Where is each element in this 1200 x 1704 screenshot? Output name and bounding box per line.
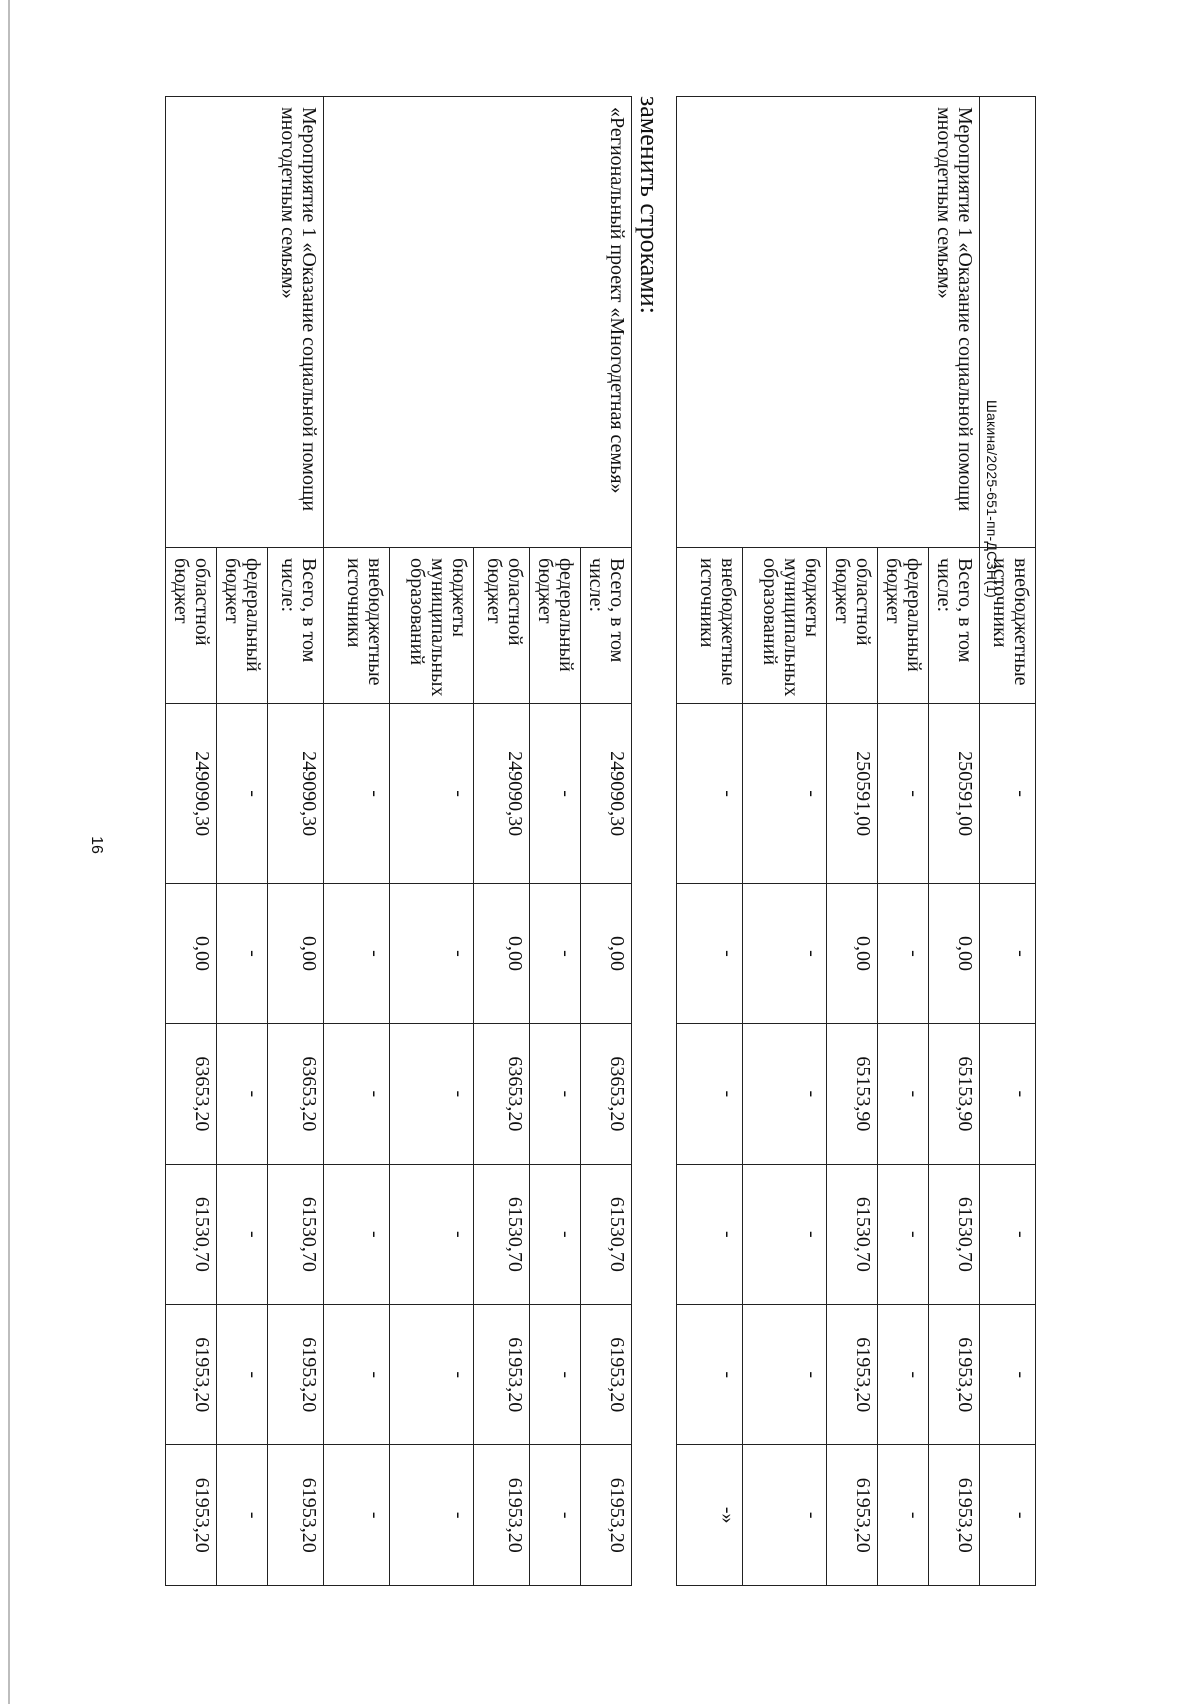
value-cell: - [390,1445,474,1586]
value-cell: 63653,20 [581,1024,632,1164]
value-cell: 61530,70 [827,1164,878,1304]
value-cell: 63653,20 [474,1024,530,1164]
row-name-cell: Мероприятие 1 «Оказание социальной помощи многодетным семьям» [166,97,324,548]
value-cell: 63653,20 [268,1024,324,1164]
document-footer-id: Шакина/2025-651-пп-ДСЗН(1) [984,400,1000,598]
value-cell: - [324,1164,390,1304]
value-cell: - [390,1164,474,1304]
value-cell: 0,00 [166,883,217,1023]
value-cell: - [677,1024,743,1164]
value-cell: - [217,1164,268,1304]
value-cell: - [743,704,827,883]
funding-source-cell: областной бюджет [474,548,530,704]
value-cell: - [530,704,581,883]
value-cell: - [677,883,743,1023]
funding-source-cell: Всего, в том числе: [581,548,632,704]
value-cell: - [217,1024,268,1164]
value-cell: 0,00 [268,883,324,1023]
value-cell: - [743,1305,827,1445]
value-cell: - [980,704,1036,883]
value-cell: 61953,20 [474,1305,530,1445]
funding-source-cell: федеральный бюджет [878,548,929,704]
value-cell: - [743,883,827,1023]
value-cell: 61953,20 [166,1445,217,1586]
value-cell: - [217,704,268,883]
budget-table-replacement [165,96,632,1586]
value-cell: 61530,70 [166,1164,217,1304]
row-name-cell [980,97,1036,548]
value-cell: - [530,883,581,1023]
value-cell: - [324,883,390,1023]
value-cell: 61953,20 [166,1305,217,1445]
value-cell: 61530,70 [268,1164,324,1304]
value-cell: - [677,1305,743,1445]
value-cell: 61953,20 [929,1305,980,1445]
value-cell: 249090,30 [268,704,324,883]
value-cell: 61953,20 [581,1305,632,1445]
funding-source-cell: внебюджетные источники [980,548,1036,704]
value-cell: 61953,20 [929,1445,980,1586]
value-cell: 249090,30 [474,704,530,883]
value-cell: - [743,1445,827,1586]
value-cell: - [743,1164,827,1304]
value-cell: 61953,20 [474,1445,530,1586]
value-cell: 63653,20 [166,1024,217,1164]
replace-rows-caption: заменить строками: [635,96,664,314]
value-cell: - [980,1445,1036,1586]
value-cell: - [743,1024,827,1164]
value-cell: - [878,1305,929,1445]
row-name-cell: «Региональный проект «Многодетная семья» [324,97,632,548]
value-cell: - [878,883,929,1023]
funding-source-cell: федеральный бюджет [530,548,581,704]
funding-source-cell: Всего, в том числе: [268,548,324,704]
value-cell: - [530,1024,581,1164]
value-cell: 61953,20 [581,1445,632,1586]
value-cell: - [878,1164,929,1304]
page-number: 16 [88,836,105,854]
value-cell: - [390,1024,474,1164]
value-cell: - [677,704,743,883]
value-cell: - [217,883,268,1023]
value-cell: - [324,1024,390,1164]
value-cell: - [390,883,474,1023]
value-cell: 0,00 [581,883,632,1023]
value-cell: 61953,20 [268,1305,324,1445]
value-cell: 61953,20 [827,1445,878,1586]
funding-source-cell: бюджеты муниципальных образований [743,548,827,704]
funding-source-cell: бюджеты муниципальных образований [390,548,474,704]
value-cell: 65153,90 [827,1024,878,1164]
value-cell: - [324,1305,390,1445]
table-row [980,97,1036,1586]
value-cell: - [878,1445,929,1586]
value-cell: - [324,1445,390,1586]
value-cell: 0,00 [474,883,530,1023]
funding-source-cell: областной бюджет [827,548,878,704]
table-row [268,97,324,1586]
value-cell: 250591,00 [929,704,980,883]
value-cell: 61953,20 [268,1445,324,1586]
value-cell: -» [677,1445,743,1586]
funding-source-cell: федеральный бюджет [217,548,268,704]
funding-source-cell: областной бюджет [166,548,217,704]
value-cell: - [390,1305,474,1445]
funding-source-cell: внебюджетные источники [677,548,743,704]
budget-table-original [676,96,1036,1586]
value-cell: 61953,20 [827,1305,878,1445]
value-cell: 249090,30 [166,704,217,883]
value-cell: - [878,704,929,883]
value-cell: - [980,1024,1036,1164]
value-cell: 61530,70 [929,1164,980,1304]
value-cell: - [878,1024,929,1164]
value-cell: - [980,1305,1036,1445]
value-cell: 250591,00 [827,704,878,883]
value-cell: 0,00 [929,883,980,1023]
value-cell: - [980,883,1036,1023]
scan-edge-line [8,0,10,1704]
value-cell: - [530,1445,581,1586]
value-cell: 61530,70 [474,1164,530,1304]
funding-source-cell: Всего, в том числе: [929,548,980,704]
table-row [581,97,632,1586]
value-cell: - [217,1445,268,1586]
value-cell: - [530,1305,581,1445]
value-cell: - [980,1164,1036,1304]
rotated-page-content [156,96,1036,1586]
value-cell: 249090,30 [581,704,632,883]
value-cell: 61530,70 [581,1164,632,1304]
row-name-cell: Мероприятие 1 «Оказание социальной помощи многодетным семьям» [677,97,980,548]
value-cell: - [390,704,474,883]
value-cell: - [530,1164,581,1304]
value-cell: 65153,90 [929,1024,980,1164]
funding-source-cell: внебюджетные источники [324,548,390,704]
table-row [929,97,980,1586]
value-cell: - [324,704,390,883]
value-cell: - [217,1305,268,1445]
value-cell: 0,00 [827,883,878,1023]
value-cell: - [677,1164,743,1304]
